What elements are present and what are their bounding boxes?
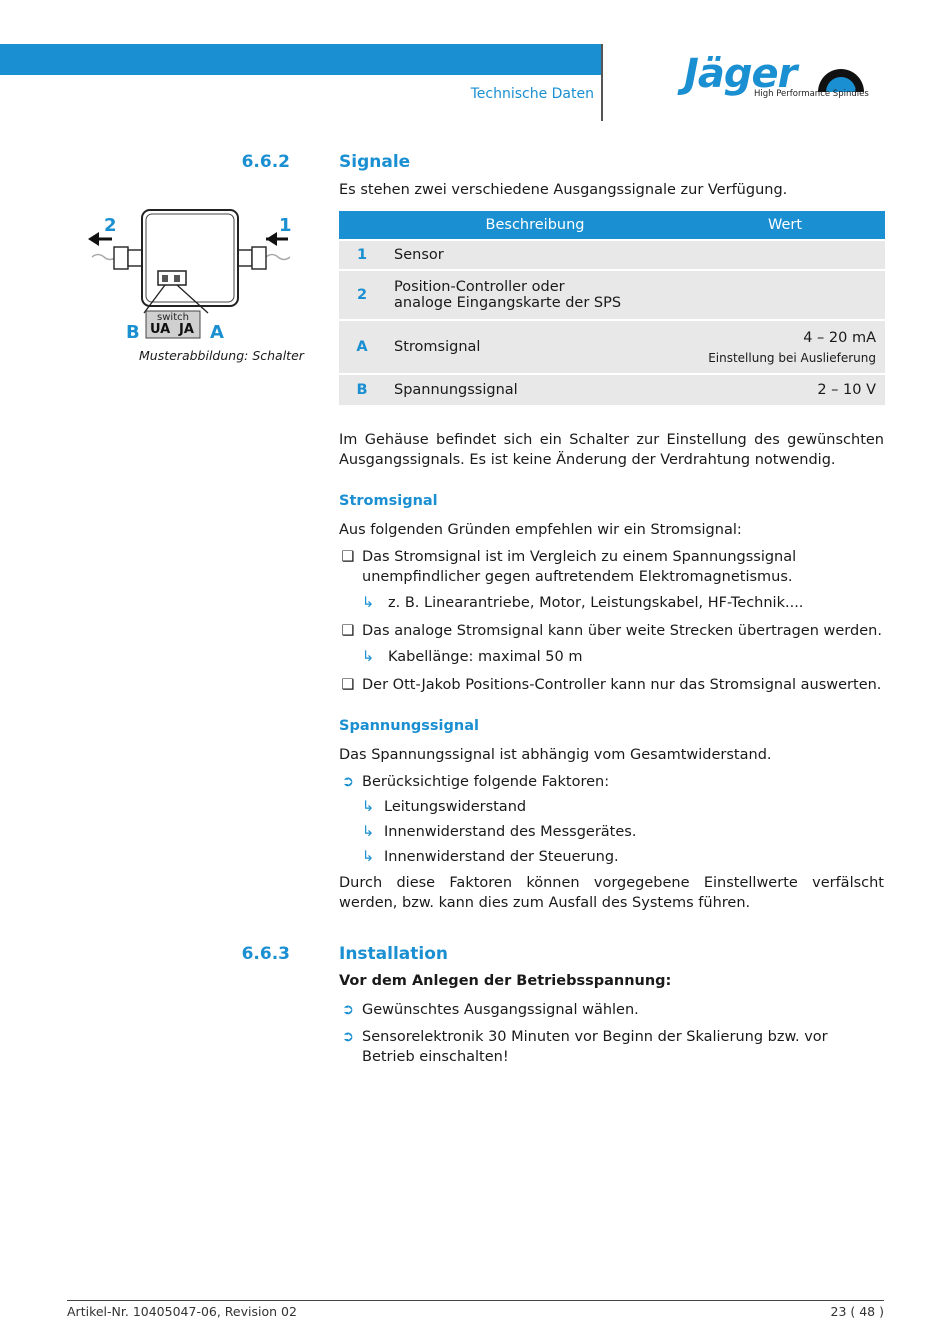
table-row xyxy=(339,321,885,373)
list-item-text: Gewünschtes Ausgangssignal wählen. xyxy=(362,1002,639,1018)
row-description xyxy=(385,271,685,319)
table-row xyxy=(339,375,885,405)
sub-item xyxy=(362,647,884,667)
table-header-value: Wert xyxy=(685,211,885,239)
figure-label-b: B xyxy=(126,322,140,343)
row-key: 1 xyxy=(339,241,385,269)
list-item xyxy=(339,621,884,667)
sub-item xyxy=(362,822,884,842)
row-description: Spannungssignal xyxy=(385,375,685,405)
result-arrow-icon: ↳ xyxy=(362,799,375,815)
section-number: 6.6.3 xyxy=(241,944,290,964)
header-divider xyxy=(601,44,603,121)
result-arrow-icon: ↳ xyxy=(362,849,375,865)
section-number: 6.6.2 xyxy=(241,152,290,172)
row-value: 2 – 10 V xyxy=(685,375,885,405)
row-value xyxy=(685,321,885,373)
row-value-note: Einstellung bei Auslieferung xyxy=(708,351,876,365)
list-item xyxy=(339,1027,884,1067)
row-description-line: Position-Controller oder xyxy=(394,279,565,295)
result-arrow-icon: ↳ xyxy=(362,824,375,840)
housing-paragraph: Im Gehäuse befindet sich ein Schalter zur Einstellung des gewünschten Ausgangssignals. Es ist keine Änderung der Verdrahtung notwendig. xyxy=(339,432,884,468)
list-item-text: Das analoge Stromsignal kann über weite Strecken übertragen werden. xyxy=(362,623,882,639)
footer-page-number: 23 ( 48 ) xyxy=(830,1304,884,1319)
list-item-text: Der Ott-Jakob Positions-Controller kann nur das Stromsignal auswerten. xyxy=(362,677,882,693)
row-key: B xyxy=(339,375,385,405)
stromsignal-heading: Stromsignal xyxy=(339,493,438,509)
sub-item-text: Kabellänge: maximal 50 m xyxy=(388,649,583,665)
spannungssignal-intro: Das Spannungssignal ist abhängig vom Gesamtwiderstand. xyxy=(339,747,772,763)
spannungssignal-heading: Spannungssignal xyxy=(339,718,479,734)
sub-item-text: Innenwiderstand der Steuerung. xyxy=(384,849,619,865)
logo-tagline: High Performance Spindles xyxy=(754,89,869,99)
section-title: Installation xyxy=(339,944,449,964)
table-header-key xyxy=(339,211,385,239)
footer-divider xyxy=(67,1300,884,1301)
installation-subheading: Vor dem Anlegen der Betriebsspannung: xyxy=(339,973,672,989)
figure-label-1: 1 xyxy=(279,215,292,236)
action-arrow-icon: ➲ xyxy=(341,774,355,790)
table-header-description: Beschreibung xyxy=(385,211,685,239)
section-title: Signale xyxy=(339,152,411,172)
row-description: Stromsignal xyxy=(385,321,685,373)
row-description-line: analoge Eingangskarte der SPS xyxy=(394,295,622,311)
logo-text: Jäger xyxy=(684,51,797,97)
result-arrow-icon: ↳ xyxy=(362,649,375,665)
footer-article-number: Artikel-Nr. 10405047-06, Revision 02 xyxy=(67,1304,297,1319)
table-header-row xyxy=(339,211,885,239)
sub-item xyxy=(362,593,884,613)
row-value xyxy=(685,241,885,269)
list-item-text: Das Stromsignal ist im Vergleich zu einem Spannungssignal unempfindlicher gegen auftretendem Elektromagnetismus. xyxy=(362,549,797,585)
header-bar xyxy=(0,44,602,75)
list-item xyxy=(339,772,884,867)
sub-item-text: Innenwiderstand des Messgerätes. xyxy=(384,824,637,840)
list-item-text: Berücksichtige folgende Faktoren: xyxy=(362,774,610,790)
result-arrow-icon: ↳ xyxy=(362,595,375,611)
row-key: A xyxy=(339,321,385,373)
sub-item-text: Leitungswiderstand xyxy=(384,799,527,815)
header-section-title: Technische Daten xyxy=(470,86,594,102)
list-item xyxy=(339,1000,884,1020)
figure-label-a: A xyxy=(210,322,224,343)
row-value xyxy=(685,271,885,319)
switch-ua: UA xyxy=(150,322,171,337)
checkbox-icon: ❑ xyxy=(341,677,355,693)
sub-item xyxy=(362,797,884,817)
sub-item-text: z. B. Linearantriebe, Motor, Leistungskabel, HF-Technik.... xyxy=(388,595,804,611)
row-key: 2 xyxy=(339,271,385,319)
action-arrow-icon: ➲ xyxy=(341,1002,355,1018)
row-description: Sensor xyxy=(385,241,685,269)
table-row xyxy=(339,241,885,269)
list-item-text: Sensorelektronik 30 Minuten vor Beginn der Skalierung bzw. vor Betrieb einschalten! xyxy=(362,1029,828,1065)
figure-caption: Musterabbildung: Schalter xyxy=(139,348,304,363)
list-item xyxy=(339,675,884,695)
row-value-text: 4 – 20 mA xyxy=(803,330,876,346)
section-intro: Es stehen zwei verschiedene Ausgangssignale zur Verfügung. xyxy=(339,182,788,198)
checkbox-icon: ❑ xyxy=(341,549,355,565)
list-item xyxy=(339,547,884,613)
switch-ja: JA xyxy=(179,322,194,337)
spannungssignal-closing: Durch diese Faktoren können vorgegebene Einstellwerte verfälscht werden, bzw. kann dies zum Ausfall des Systems führen. xyxy=(339,875,884,911)
table-row xyxy=(339,271,885,319)
checkbox-icon: ❑ xyxy=(341,623,355,639)
switch-word: switch xyxy=(157,312,189,323)
figure-label-2: 2 xyxy=(104,215,117,236)
stromsignal-intro: Aus folgenden Gründen empfehlen wir ein Stromsignal: xyxy=(339,522,742,538)
action-arrow-icon: ➲ xyxy=(341,1029,355,1045)
signal-table xyxy=(339,209,885,407)
sub-item xyxy=(362,847,884,867)
